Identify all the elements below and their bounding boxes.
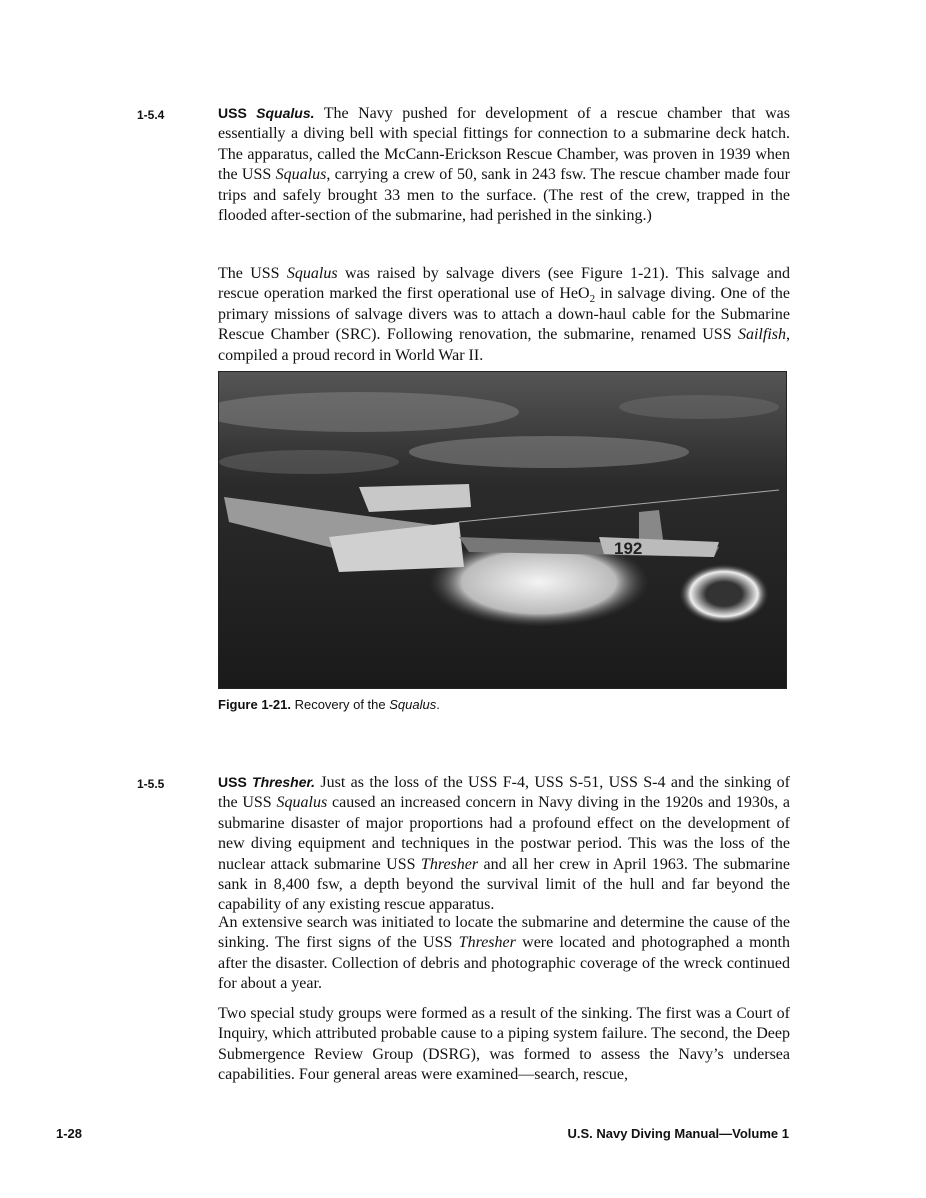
paragraph: An extensive search was initiated to locate the submarine and determine the cause of the sinking. The first signs of the USS Thresher were located and photographed a month after the disaster. Collection of debris and photographic coverage of the wreck continued for about a year.	[218, 914, 790, 993]
page-number: 1-28	[56, 1126, 83, 1141]
figure-caption: Figure 1-21. Recovery of the Squalus.	[218, 697, 440, 712]
section-heading: USS Thresher.	[218, 774, 316, 790]
paragraph: The USS Squalus was raised by salvage divers (see Figure 1-21). This salvage and rescue operation marked the first operational use of HeO$_2$ in salvage diving. One of the primary missions of salvage divers was to attach a down-haul cable for the Submarine Rescue Chamber (SRC). Following renovation, the submarine, renamed USS Sailfish, compiled a proud record in World War II.	[218, 265, 791, 364]
section-number: 1-5.4	[137, 108, 165, 122]
section-heading: USS Squalus.	[218, 105, 315, 121]
figure-photo-squalus-recovery	[218, 371, 787, 689]
paragraph: USS Squalus. The Navy pushed for development of a rescue chamber that was essentially a diving bell with special fittings for connection to a submarine deck hatch. The apparatus, called the McCann-Erickson Rescue Chamber, was proven in 1939 when the USS Squalus, carrying a crew of 50, sank in 243 fsw. The rescue chamber made four trips and safely brought 33 men to the surface. (The rest of the crew, trapped in the flooded after-section of the submarine, had perished in the sinking.)	[218, 105, 790, 225]
paragraph: Two special study groups were formed as a result of the sinking. The first was a Court of Inquiry, which attributed probable cause to a piping system failure. The second, the Deep Submergence Review Group (DSRG), was formed to assess the Navy’s undersea capabilities. Four general areas were examined—search, rescue,	[218, 1005, 790, 1084]
hull-number: 192	[614, 539, 643, 558]
running-footer-title: U.S. Navy Diving Manual—Volume 1	[567, 1126, 789, 1141]
paragraph: USS Thresher. Just as the loss of the USS F-4, USS S-51, USS S-4 and the sinking of the USS Squalus caused an increased concern in Navy diving in the 1920s and 1930s, a submarine disaster of major proportions had a profound effect on the development of new diving equipment and techniques in the postwar period. This was the loss of the nuclear attack submarine USS Thresher and all her crew in April 1963. The submarine sank in 8,400 fsw, a depth beyond the survival limit of the hull and far beyond the capability of any existing rescue apparatus.	[218, 774, 790, 914]
section-number: 1-5.5	[137, 777, 165, 791]
